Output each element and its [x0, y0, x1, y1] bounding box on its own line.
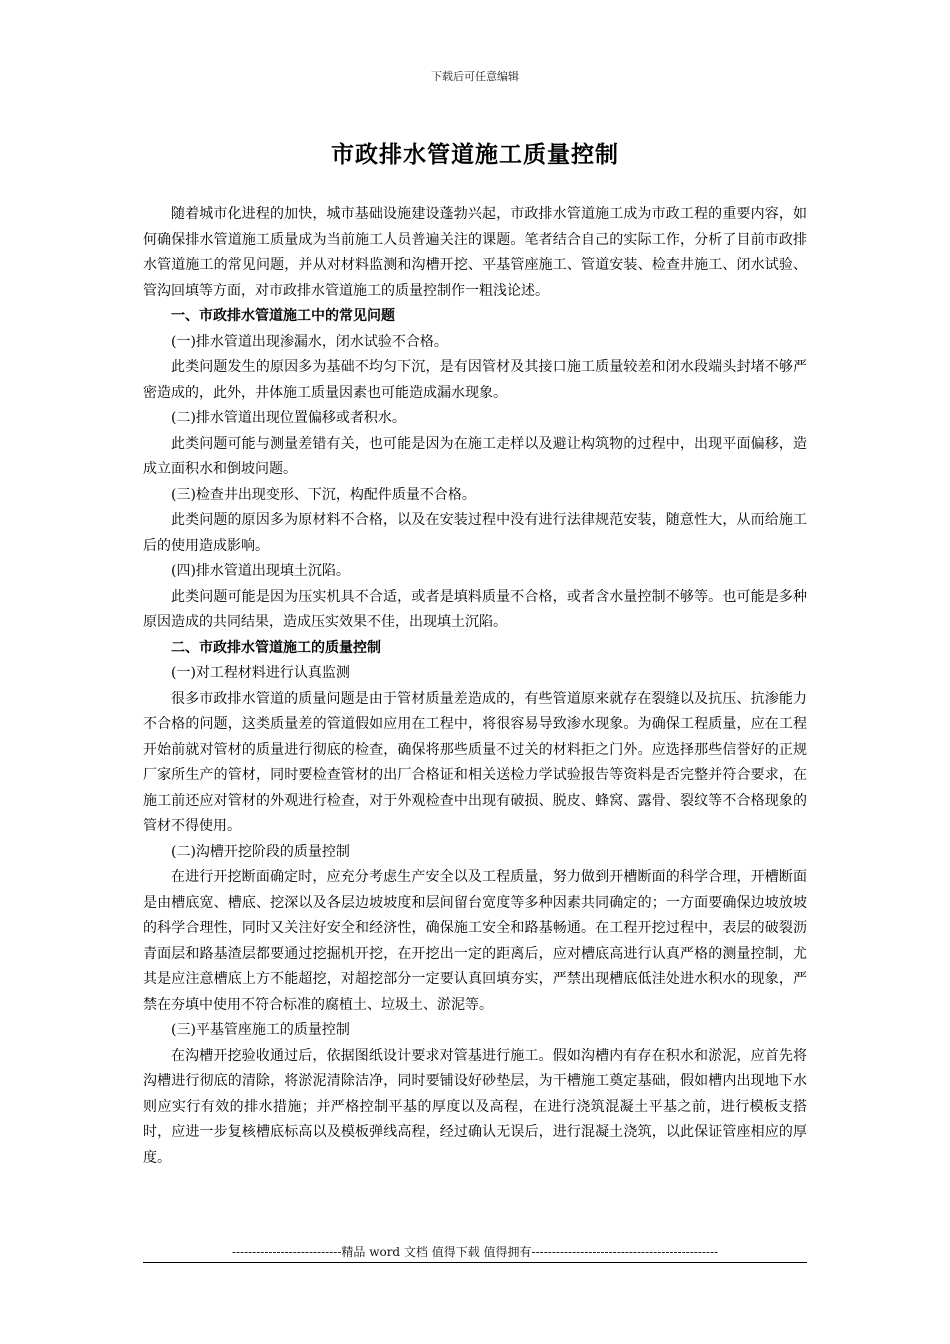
footer-text: ---------------------------精品 word 文档 值得下载 值得拥有----------------------------------------------	[231, 1245, 719, 1259]
subheading-2-1: (一)对工程材料进行认真监测	[171, 665, 350, 681]
footer-divider	[143, 1262, 807, 1263]
paragraph-1-3: 此类问题的原因多为原材料不合格，以及在安装过程中没有进行法律规范安装，随意性大，从而给施工后的使用造成影响。	[143, 512, 807, 554]
paragraph-2-3: 在沟槽开挖验收通过后，依据图纸设计要求对管基进行施工。假如沟槽内有存在积水和淤泥，应首先将沟槽进行彻底的清除，将淤泥清除洁净，同时要铺设好砂垫层，为干槽施工奠定基础，假如槽内出现地下水则应实行有效的排水措施；并严格控制平基的厚度以及高程，在进行浇筑混凝土平基之前，进行模板支搭时，应进一步复核槽底标高以及模板弹线高程，经过确认无误后，进行混凝土浇筑，以此保证管座相应的厚度。	[143, 1047, 807, 1166]
subheading-1-1: (一)排水管道出现渗漏水，闭水试验不合格。	[171, 333, 448, 350]
paragraph-2-2: 在进行开挖断面确定时，应充分考虑生产安全以及工程质量，努力做到开槽断面的科学合理，开槽断面是由槽底宽、槽底、挖深以及各层边坡坡度和层间留台宽度等多种因素共同确定的；一方面要确保边坡放坡的科学合理性，同时又关注好安全和经济性，确保施工安全和路基畅通。在工程开挖过程中，表层的破裂沥青面层和路基渣层都要通过挖掘机开挖，在开挖出一定的距离后，应对槽底高进行认真严格的测量控制，尤其是应注意槽底上方不能超挖，对超挖部分一定要认真回填夯实，严禁出现槽底低洼处进水积水的现象，严禁在夯填中使用不符合标准的腐植土、垃圾土、淤泥等。	[143, 869, 807, 1013]
subheading-2-3: (三)平基管座施工的质量控制	[171, 1022, 350, 1038]
section-heading-2: 二、市政排水管道施工的质量控制	[171, 639, 381, 656]
body-content	[143, 202, 807, 1171]
intro-paragraph: 随着城市化进程的加快，城市基础设施建设蓬勃兴起，市政排水管道施工成为市政工程的重要内容，如何确保排水管道施工质量成为当前施工人员普遍关注的课题。笔者结合自己的实际工作，分析了目前市政排水管道施工的常见问题，并从对材料监测和沟槽开挖、平基管座施工、管道安装、检查井施工、闭水试验、管沟回填等方面，对市政排水管道施工的质量控制作一粗浅论述。	[143, 206, 807, 299]
header-note: 下载后可任意编辑	[431, 70, 519, 83]
paragraph-2-1: 很多市政排水管道的质量问题是由于管材质量差造成的，有些管道原来就存在裂缝以及抗压、抗渗能力不合格的问题，这类质量差的管道假如应用在工程中，将很容易导致渗水现象。为确保工程质量，应在工程开始前就对管材的质量进行彻底的检查，确保将那些质量不过关的材料拒之门外。应选择那些信誉好的正规厂家所生产的管材，同时要检查管材的出厂合格证和相关送检力学试验报告等资料是否完整并符合要求，在施工前还应对管材的外观进行检查，对于外观检查中出现有破损、脱皮、蜂窝、露骨、裂纹等不合格现象的管材不得使用。	[143, 690, 807, 834]
paragraph-1-4: 此类问题可能是因为压实机具不合适，或者是填料质量不合格，或者含水量控制不够等。也可能是多种原因造成的共同结果，造成压实效果不佳，出现填土沉陷。	[143, 588, 807, 630]
page-title: 市政排水管道施工质量控制	[331, 141, 619, 168]
subheading-2-2: (二)沟槽开挖阶段的质量控制	[171, 843, 350, 860]
subheading-1-2: (二)排水管道出现位置偏移或者积水。	[171, 410, 406, 426]
paragraph-1-2: 此类问题可能与测量差错有关，也可能是因为在施工走样以及避让构筑物的过程中，出现平面偏移，造成立面积水和倒坡问题。	[143, 435, 807, 477]
subheading-1-4: (四)排水管道出现填土沉陷。	[171, 563, 350, 579]
section-heading-1: 一、市政排水管道施工中的常见问题	[171, 308, 395, 324]
paragraph-1-1: 此类问题发生的原因多为基础不均匀下沉，是有因管材及其接口施工质量较差和闭水段端头封堵不够严密造成的，此外，井体施工质量因素也可能造成漏水现象。	[143, 359, 807, 401]
subheading-1-3: (三)检查井出现变形、下沉，构配件质量不合格。	[171, 486, 476, 503]
